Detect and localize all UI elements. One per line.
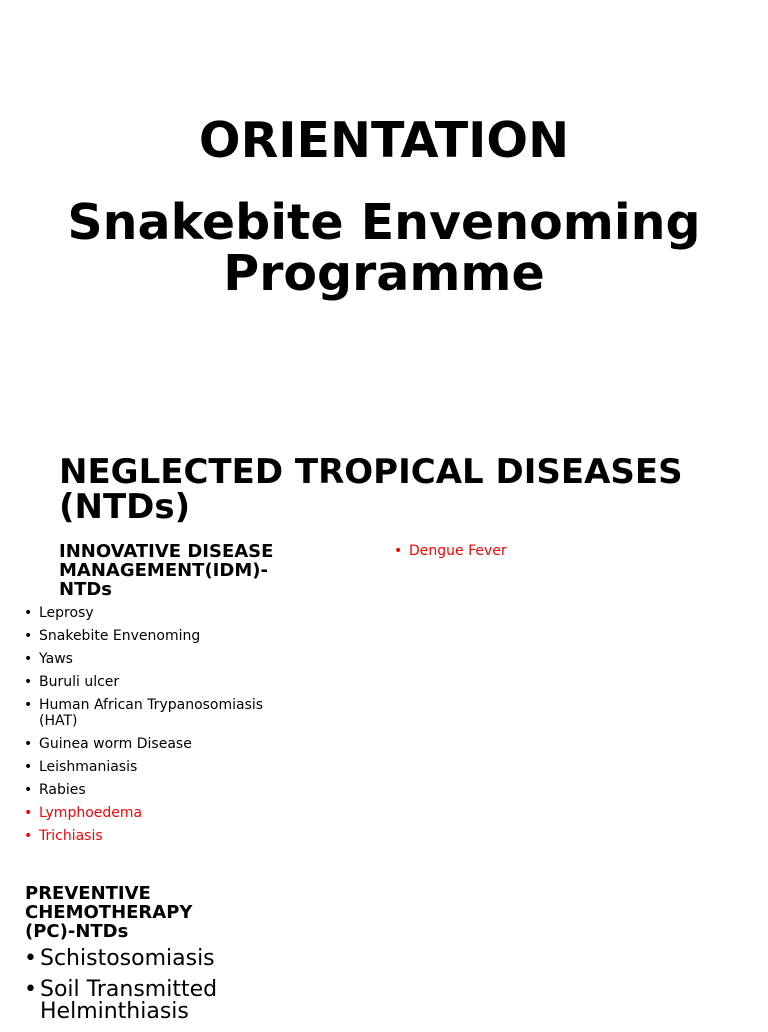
list-item: [24, 674, 294, 690]
bullet-icon: •: [24, 805, 33, 821]
list-item-label: Trichiasis: [39, 828, 103, 844]
list-item-label: Soil Transmitted Helminthiasis: [40, 977, 218, 1024]
bullet-icon: •: [24, 697, 33, 713]
list-item: [24, 605, 294, 621]
list-item: [24, 948, 324, 970]
list-item-highlighted: [394, 543, 644, 559]
list-item-label: Schistosomiasis: [40, 946, 215, 971]
bullet-icon: •: [24, 651, 33, 667]
idm-heading: INNOVATIVE DISEASE MANAGEMENT(IDM)-NTDs: [59, 541, 274, 600]
right-column-list: [394, 543, 644, 559]
list-item: [24, 736, 294, 752]
list-item-label: Yaws: [39, 651, 73, 667]
list-item: [24, 651, 294, 667]
list-item: [24, 979, 324, 1023]
idm-disease-list: [24, 605, 294, 851]
bullet-icon: •: [24, 782, 33, 798]
list-item-label: Human African Trypanosomiasis (HAT): [39, 697, 264, 729]
bullet-icon: •: [394, 543, 403, 559]
list-item-highlighted: [24, 805, 294, 821]
list-item-label: Leishmaniasis: [39, 759, 138, 775]
bullet-icon: •: [24, 736, 33, 752]
list-item-label: Leprosy: [39, 605, 94, 621]
page-subtitle: Snakebite Envenoming Programme: [67, 194, 701, 302]
bullet-icon: •: [24, 628, 33, 644]
list-item: [24, 628, 294, 644]
list-item-label: Rabies: [39, 782, 86, 798]
list-item: [24, 759, 294, 775]
list-item-label: Dengue Fever: [409, 543, 507, 559]
page-title: ORIENTATION: [198, 112, 570, 169]
list-item-label: Snakebite Envenoming: [39, 628, 201, 644]
bullet-icon: •: [24, 828, 33, 844]
bullet-icon: •: [24, 605, 33, 621]
pc-disease-list: [24, 948, 324, 1032]
list-item-label: Guinea worm Disease: [39, 736, 192, 752]
section-heading-ntds: NEGLECTED TROPICAL DISEASES (NTDs): [59, 452, 683, 527]
list-item-highlighted: [24, 828, 294, 844]
list-item: [24, 697, 294, 729]
bullet-icon: •: [24, 977, 37, 1002]
pc-heading: PREVENTIVE CHEMOTHERAPY (PC)-NTDs: [25, 883, 193, 942]
list-item-label: Lymphoedema: [39, 805, 143, 821]
bullet-icon: •: [24, 674, 33, 690]
list-item-label: Buruli ulcer: [39, 674, 120, 690]
bullet-icon: •: [24, 759, 33, 775]
bullet-icon: •: [24, 946, 37, 971]
list-item: [24, 782, 294, 798]
